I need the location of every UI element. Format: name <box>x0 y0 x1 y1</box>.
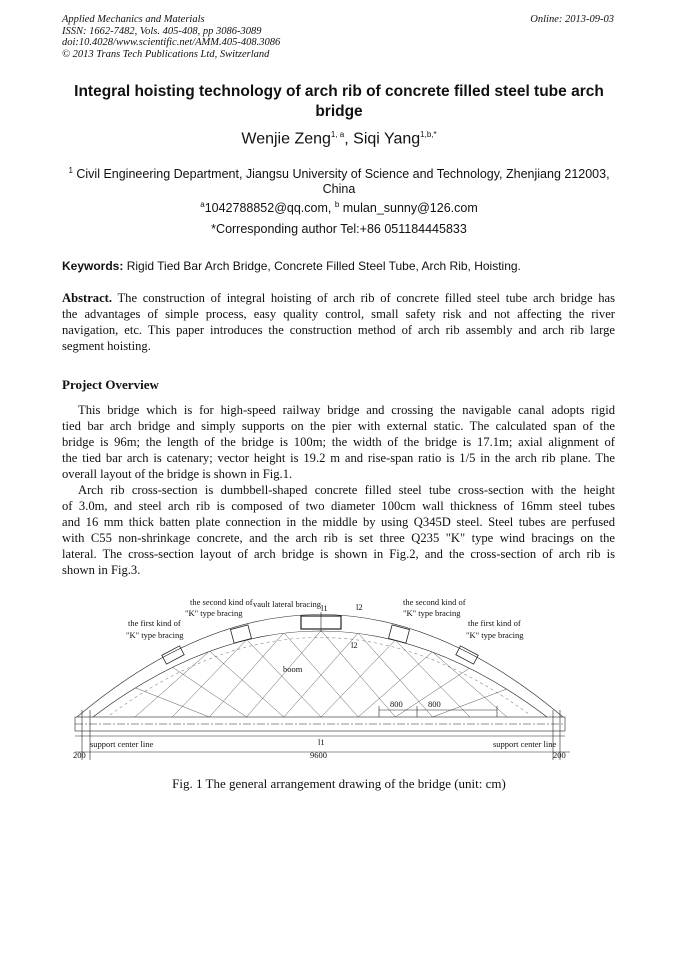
text-line <box>62 338 615 354</box>
label-support-left: support center line <box>90 739 154 749</box>
label-second-kind-right-2: "K" type bracing <box>403 608 461 618</box>
hanger <box>321 640 395 717</box>
section-heading: Project Overview <box>62 377 159 392</box>
journal-name: Applied Mechanics and Materials <box>62 14 205 25</box>
paragraph-1 <box>62 402 615 482</box>
label-first-kind-right-2: "K" type bracing <box>466 630 524 640</box>
label-boom: boom <box>283 664 303 674</box>
line-text: the advantages of simple process, easy quality control, small safety risk and not affecting the river <box>62 307 615 321</box>
label-second-kind-right-1: the second kind of <box>403 597 466 607</box>
label-second-kind-left-2: "K" type bracing <box>185 608 243 618</box>
line-text: lateral. The cross-section layout of arch bridge is shown in Fig.2, and the cross-section of arch rib is <box>62 547 615 561</box>
text-line <box>62 322 615 338</box>
hanger <box>173 667 247 717</box>
label-span: 9600 <box>310 750 327 760</box>
line-text: bridge is 96m; the length of the bridge is 100m; the width of the bridge is 17.1m; axial alignment of <box>62 435 615 449</box>
paper-title: Integral hoisting technology of arch rib of concrete filled steel tube arch bridge <box>74 83 604 120</box>
hanger <box>135 688 209 717</box>
abstract-label: Abstract. <box>62 291 113 305</box>
line-text: the tied bar arch is catenary; vector height is 19.2 m and rise-span ratio is 1/5 in the arch rib plane. The <box>62 451 615 465</box>
line-text: Arch rib cross-section is dumbbell-shaped concrete filled steel tube cross-section with the height <box>78 483 615 497</box>
label-first-kind-left-2: "K" type bracing <box>126 630 184 640</box>
label-800-b: 800 <box>428 699 441 709</box>
keywords <box>62 259 521 273</box>
keywords-label: Keywords: <box>62 259 124 273</box>
doi: doi:10.4028/www.scientific.net/AMM.405-408.3086 <box>62 37 281 48</box>
text-line <box>62 434 615 450</box>
label-l1-top: l1 <box>321 603 328 613</box>
text-line <box>62 562 615 578</box>
line-text: of 3.0m, and steel arch rib is composed of two diameter 100cm wall thickness of 16mm steel tubes <box>62 499 615 513</box>
hanger <box>321 631 395 717</box>
text-line <box>62 402 615 418</box>
label-first-kind-left-1: the first kind of <box>128 618 181 628</box>
email-a-sup: a <box>200 200 205 209</box>
hanger <box>284 633 358 717</box>
email-b-sup: b <box>334 200 340 209</box>
aff-sup: 1 <box>68 166 73 175</box>
label-l2-top: l2 <box>356 602 363 612</box>
hanger <box>247 640 321 717</box>
hangers <box>135 631 507 717</box>
hanger <box>210 651 284 717</box>
label-end-right: 200 <box>553 750 566 760</box>
line-text: segment hoisting. <box>62 339 151 353</box>
line-text: tied bar arch bridge and simply supports on the pier with external static. The calculated span of the <box>62 419 615 433</box>
hanger <box>395 668 469 717</box>
author-2-sup: 1,b,* <box>420 130 437 139</box>
hanger <box>247 631 321 717</box>
bridge-drawing <box>60 590 620 770</box>
author-sep: , <box>344 130 354 148</box>
email-b[interactable]: mulan_sunny@126.com <box>339 201 478 216</box>
aff-text: Civil Engineering Department, Jiangsu University of Science and Technology, Zhenjiang 212003, China <box>72 167 610 197</box>
hanger <box>209 633 283 717</box>
hanger <box>433 689 507 717</box>
text-line <box>62 498 615 514</box>
label-800-a: 800 <box>390 699 403 709</box>
label-first-kind-right-1: the first kind of <box>468 618 521 628</box>
label-second-kind-left-1: the second kind of <box>190 597 253 607</box>
text-line <box>62 482 615 498</box>
text-line <box>62 450 615 466</box>
label-support-right: support center line <box>493 739 557 749</box>
label-l2-mid: l2 <box>351 640 358 650</box>
author-1: Wenjie Zeng <box>241 130 331 148</box>
text-line <box>62 514 615 530</box>
issn: ISSN: 1662-7482, Vols. 405-408, pp 3086-3089 <box>62 25 262 37</box>
line-text: overall layout of the bridge is shown in Fig.1. <box>62 467 293 481</box>
text-line <box>62 466 615 482</box>
line-text: navigation, etc. This paper introduces the construction method of arch rib assembly and arch rib large <box>62 323 615 337</box>
text-line <box>62 530 615 546</box>
affiliation <box>60 163 618 197</box>
line-text: shown in Fig.3. <box>62 563 141 577</box>
line-text: and 16 mm thick batten plate connection in the middle by using Q345D steel. Steel tubes are perfused <box>62 515 615 529</box>
text-line <box>62 306 615 322</box>
author-2: Siqi Yang <box>353 130 421 148</box>
author-1-sup: 1, a <box>330 130 345 139</box>
text-line <box>62 546 615 562</box>
text-line <box>62 418 615 434</box>
label-l1: l1 <box>318 737 325 747</box>
paragraph-2 <box>62 482 615 578</box>
line-text: The construction of integral hoisting of arch rib of concrete filled steel tube arch bridge has <box>112 291 615 305</box>
abstract <box>62 290 615 354</box>
line-text: with C55 non-shrinkage concrete, and the arch rib is set three Q235 "K" type wind bracings on the <box>62 531 615 545</box>
journal-header <box>62 14 280 60</box>
authors <box>60 130 618 148</box>
email-a[interactable]: 1042788852@qq.com, <box>204 201 335 216</box>
label-vault-bracing: vault lateral bracing <box>253 599 321 609</box>
corresponding-author: *Corresponding author Tel:+86 051184445833 <box>211 222 467 236</box>
figure-caption: Fig. 1 The general arrangement drawing of the bridge (unit: cm) <box>172 776 506 791</box>
copyright: © 2013 Trans Tech Publications Ltd, Switzerland <box>62 48 270 60</box>
keywords-text: Rigid Tied Bar Arch Bridge, Concrete Filled Steel Tube, Arch Rib, Hoisting. <box>123 259 521 273</box>
label-end-left: 200 <box>73 750 86 760</box>
online-date: Online: 2013-09-03 <box>530 14 614 25</box>
line-text: This bridge which is for high-speed railway bridge and crossing the navigable canal adopts rigid <box>78 403 615 417</box>
text-line <box>62 290 615 306</box>
emails <box>60 200 618 215</box>
